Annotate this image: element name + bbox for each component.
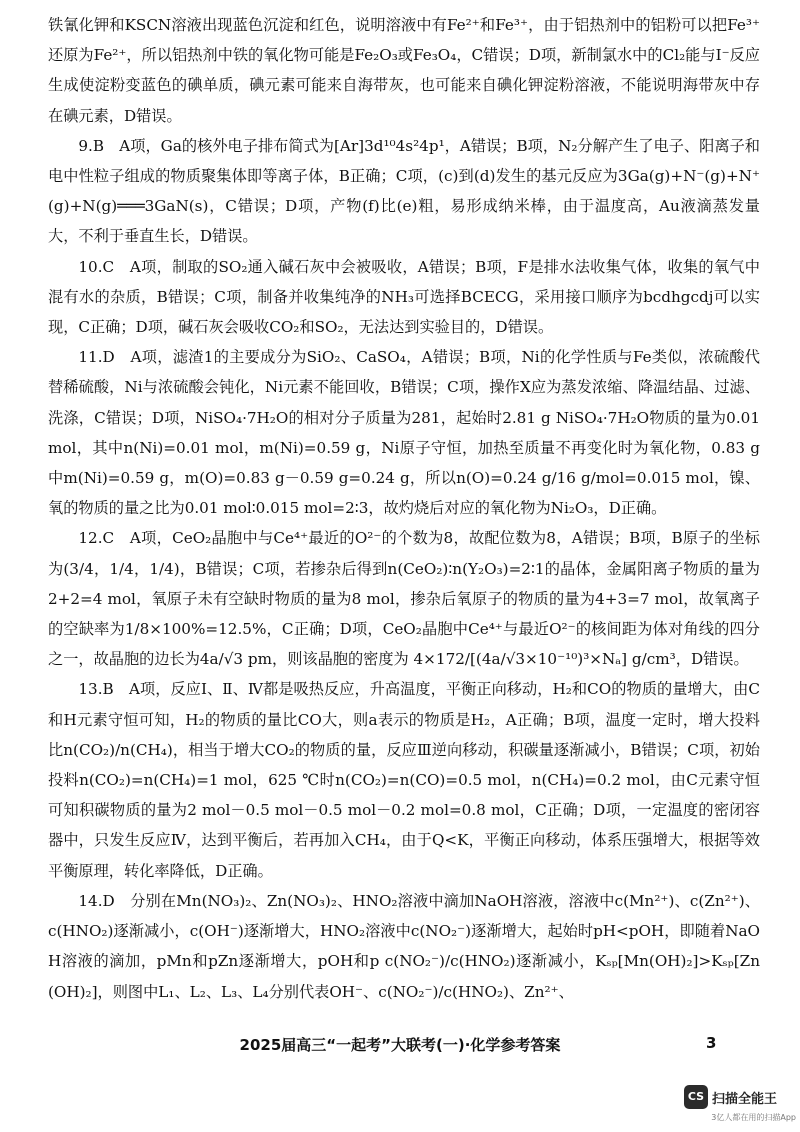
answer-11: 11.D A项，滤渣1的主要成分为SiO₂、CaSO₄，A错误；B项，Ni的化学性质与Fe类似，浓硫酸代替稀硫酸，Ni与浓硫酸会钝化，Ni元素不能回收，B错误；C项，操作X应为蒸发浓缩、降温结晶、过滤、洗涤，C错误；D项，NiSO₄·7H₂O的相对分子质量为281，起始时2.81 g NiSO₄·7H₂O物质的量为0.01 mol，其中n(Ni)=0.01 mol，m(Ni)=0.59 g，Ni原子守恒，加热至质量不再变化时为氧化物，0.83 g中m(Ni)=0.59 g，m(O)=0.83 g－0.59 g=0.24 g，所以n(O)=0.24 g/16 g/mol=0.015 mol，镍、氧的物质的量之比为0.01 mol∶0.015 mol=2∶3，故灼烧后对应的氧化物为Ni₂O₃，D正确。 (48, 348, 760, 518)
camscanner-logo-icon: CS (684, 1085, 708, 1109)
footer-title: 2025届高三“一起考”大联考(一)·化学参考答案 (239, 1036, 561, 1054)
scanner-watermark (684, 1085, 777, 1109)
scanner-app-name: 扫描全能王 (712, 1091, 778, 1107)
scanner-tagline: 3亿人都在用的扫描App (711, 1113, 796, 1122)
page-number: 3 (706, 1034, 717, 1052)
paragraph-continuation: 铁氰化钾和KSCN溶液出现蓝色沉淀和红色，说明溶液中有Fe²⁺和Fe³⁺，由于铝热剂中的铝粉可以把Fe³⁺还原为Fe²⁺，所以铝热剂中铁的氧化物可能是Fe₂O₃或Fe₃O₄，C错误；D项，新制氯水中的Cl₂能与I⁻反应生成使淀粉变蓝色的碘单质，碘元素可能来自海带灰，也可能来自碘化钾淀粉溶液，不能说明海带灰中存在碘元素，D错误。 (48, 16, 760, 125)
answer-14: 14.D 分别在Mn(NO₃)₂、Zn(NO₃)₂、HNO₂溶液中滴加NaOH溶液，溶液中c(Mn²⁺)、c(Zn²⁺)、c(HNO₂)逐渐减小，c(OH⁻)逐渐增大，HNO₂溶液中c(NO₂⁻)逐渐增大，起始时pH<pOH，即随着NaOH溶液的滴加，pMn和pZn逐渐增大，pOH和p c(NO₂⁻)/c(HNO₂)逐渐减小，Kₛₚ[Mn(OH)₂]>Kₛₚ[Zn(OH)₂]，则图中L₁、L₂、L₃、L₄分别代表OH⁻、c(NO₂⁻)/c(HNO₂)、Zn²⁺、 (48, 891, 760, 1001)
answer-page-body (48, 10, 760, 1007)
answer-10: 10.C A项，制取的SO₂通入碱石灰中会被吸收，A错误；B项，F是排水法收集气体，收集的氧气中混有水的杂质，B错误；C项，制备并收集纯净的NH₃可选择BCECG，采用接口顺序为bcdhgcdj可以实现，C正确；D项，碱石灰会吸收CO₂和SO₂，无法达到实验目的，D错误。 (48, 257, 760, 337)
answer-9: 9.B A项，Ga的核外电子排布简式为[Ar]3d¹⁰4s²4p¹，A错误；B项，N₂分解产生了电子、阳离子和电中性粒子组成的物质聚集体即等离子体，B正确；C项，(c)到(d)发生的基元反应为3Ga(g)+N⁻(g)+N⁺(g)+N(g)═══3GaN(s)，C错误；D项，产物(f)比(e)粗，易形成纳米棒，由于温度高，Au液滴蒸发量大，不利于垂直生长，D错误。 (48, 136, 760, 246)
answer-13: 13.B A项，反应Ⅰ、Ⅱ、Ⅳ都是吸热反应，升高温度，平衡正向移动，H₂和CO的物质的量增大，由C和H元素守恒可知，H₂的物质的量比CO大，则a表示的物质是H₂，A正确；B项，温度一定时，增大投料比n(CO₂)/n(CH₄)，相当于增大CO₂的物质的量，反应Ⅲ逆向移动，积碳量逐渐减小，B错误；C项，初始投料n(CO₂)=n(CH₄)=1 mol，625 ℃时n(CO₂)=n(CO)=0.5 mol，n(CH₄)=0.2 mol，由C元素守恒可知积碳物质的量为2 mol－0.5 mol－0.5 mol－0.2 mol=0.8 mol，C正确；D项，一定温度的密闭容器中，只发生反应Ⅳ，达到平衡后，若再加入CH₄，由于Q<K，平衡正向移动，体系压强增大，根据等效平衡原理，转化率降低，D正确。 (48, 680, 760, 880)
answer-12: 12.C A项，CeO₂晶胞中与Ce⁴⁺最近的O²⁻的个数为8，故配位数为8，A错误；B项，B原子的坐标为(3/4，1/4，1/4)，B错误；C项，若掺杂后得到n(CeO₂)∶n(Y₂O₃)=2∶1的晶体，金属阳离子物质的量为2+2=4 mol，氧原子未有空缺时物质的量为8 mol，掺杂后氧原子的物质的量为4+3=7 mol，故氧离子的空缺率为1/8×100%=12.5%，C正确；D项，CeO₂晶胞中Ce⁴⁺与最近O²⁻的核间距为体对角线的四分之一，故晶胞的边长为4a/√3 pm，则该晶胞的密度为 4×172/[(4a/√3×10⁻¹⁰)³×Nₐ] g/cm³，D错误。 (48, 529, 760, 669)
